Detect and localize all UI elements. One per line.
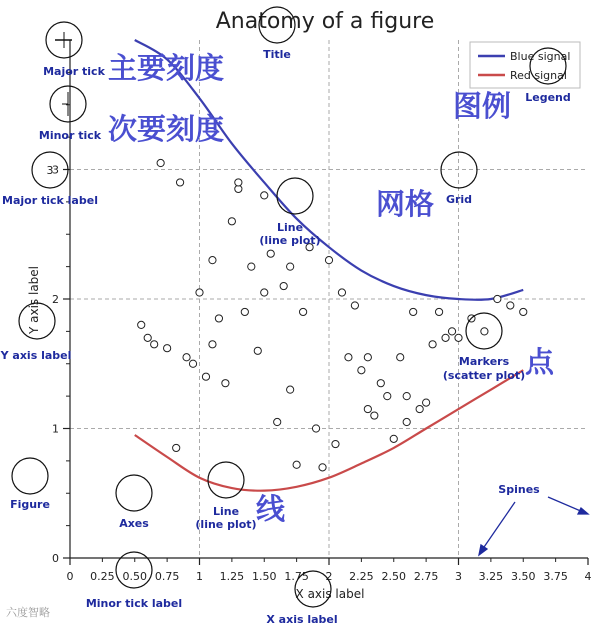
- scatter-point: [384, 393, 391, 400]
- scatter-point: [332, 440, 339, 447]
- scatter-point: [209, 257, 216, 264]
- x-minor-tick-label: 0.25: [90, 570, 115, 583]
- scatter-point: [189, 360, 196, 367]
- scatter-point: [397, 354, 404, 361]
- x-minor-tick-label: 3.25: [478, 570, 504, 583]
- scatter-point: [403, 418, 410, 425]
- major-tick-label-glyph: 3: [46, 164, 54, 177]
- legend-red-label: Red signal: [510, 69, 567, 82]
- scatter-point: [144, 334, 151, 341]
- grid-ann-text: Grid: [445, 193, 473, 206]
- minor-tick-label-ann-text: Minor tick label: [85, 597, 183, 610]
- line-top-circle: [277, 178, 313, 214]
- zh-grid: 网格: [376, 187, 435, 221]
- minor-tick-label-text: Minor tick: [38, 129, 102, 142]
- ticks: [52, 72, 592, 583]
- scatter-point: [442, 334, 449, 341]
- red-signal-line: [135, 370, 524, 490]
- x-axis-label: X axis label: [295, 587, 365, 601]
- legend: [470, 42, 580, 88]
- scatter-point: [481, 328, 488, 335]
- scatter-point: [371, 412, 378, 419]
- scatter-point: [455, 334, 462, 341]
- major-tick-label-text: Major tick label: [2, 194, 98, 207]
- x-minor-tick-label: 2.75: [413, 570, 439, 583]
- y-major-tick-label: 1: [52, 422, 59, 436]
- annotation-labels: [0, 48, 571, 626]
- axes-ann-text: Axes: [119, 517, 149, 530]
- spines-ann-text: Spines: [498, 483, 540, 496]
- watermark: 六度智略: [6, 606, 50, 619]
- markers-text-1: Markers: [458, 355, 510, 368]
- x-major-tick-label: 4: [584, 570, 592, 583]
- y-axis-label: Y axis label: [27, 265, 41, 335]
- scatter-point: [300, 308, 307, 315]
- x-major-tick-label: 2: [325, 570, 333, 583]
- axes-circle: [116, 475, 152, 511]
- x-major-tick-label: 0: [66, 570, 74, 583]
- scatter-point: [410, 308, 417, 315]
- x-minor-tick-label: 3.50: [511, 570, 536, 583]
- title-ann-text: Title: [263, 48, 291, 61]
- x-minor-tick-label: 0.75: [154, 570, 180, 583]
- scatter-point: [377, 380, 384, 387]
- scatter-point: [423, 399, 430, 406]
- scatter-point: [293, 461, 300, 468]
- scatter-series: [138, 159, 527, 471]
- scatter-point: [280, 282, 287, 289]
- scatter-point: [151, 341, 158, 348]
- y-axis-label-ann-text: Y axis label: [0, 349, 72, 362]
- scatter-point: [358, 367, 365, 374]
- x-minor-tick-label: 1.25: [219, 570, 245, 583]
- line-bottom-circle: [208, 462, 244, 498]
- scatter-point: [228, 218, 235, 225]
- x-minor-tick-label: 1.75: [284, 570, 309, 583]
- scatter-point: [248, 263, 255, 270]
- scatter-point: [274, 418, 281, 425]
- scatter-point: [403, 393, 410, 400]
- scatter-point: [364, 405, 371, 412]
- zh-major-tick: 主要刻度: [108, 51, 225, 85]
- zh-line: 线: [256, 492, 286, 526]
- scatter-point: [416, 405, 423, 412]
- scatter-point: [173, 444, 180, 451]
- scatter-point: [325, 257, 332, 264]
- x-axis-label-ann-text: X axis label: [266, 613, 338, 626]
- scatter-point: [435, 308, 442, 315]
- x-minor-tick-label: 1.50: [252, 570, 277, 583]
- legend-ann-text: Legend: [525, 91, 571, 104]
- scatter-point: [448, 328, 455, 335]
- scatter-point: [254, 347, 261, 354]
- markers-text-2: (scatter plot): [442, 369, 526, 382]
- figure-ann-text: Figure: [10, 498, 50, 511]
- scatter-point: [202, 373, 209, 380]
- scatter-point: [176, 179, 183, 186]
- major-tick-label-ann: Major tick: [43, 65, 105, 78]
- scatter-point: [215, 315, 222, 322]
- x-minor-tick-label: 0.50: [122, 570, 147, 583]
- scatter-point: [494, 295, 501, 302]
- spines-arrows: [479, 497, 588, 555]
- figure-circle: [12, 458, 48, 494]
- y-major-tick-label: 0: [52, 552, 59, 565]
- zh-point: 点: [525, 345, 555, 379]
- scatter-point: [390, 435, 397, 442]
- scatter-point: [364, 354, 371, 361]
- line-top-text-2: (line plot): [259, 234, 321, 247]
- scatter-point: [520, 308, 527, 315]
- scatter-point: [183, 354, 190, 361]
- scatter-point: [157, 159, 164, 166]
- scatter-point: [267, 250, 274, 257]
- x-minor-tick-label: 3.75: [543, 570, 568, 583]
- scatter-point: [261, 192, 268, 199]
- scatter-point: [338, 289, 345, 296]
- legend-blue-label: Blue signal: [510, 50, 571, 63]
- scatter-point: [196, 289, 203, 296]
- x-minor-tick-label: 2.50: [381, 570, 406, 583]
- scatter-point: [261, 289, 268, 296]
- scatter-point: [429, 341, 436, 348]
- y-major-tick-label: 2: [52, 293, 59, 306]
- x-major-tick-label: 3: [455, 570, 462, 583]
- scatter-point: [287, 386, 294, 393]
- scatter-point: [345, 354, 352, 361]
- scatter-point: [319, 464, 326, 471]
- line-top-text-1: Line: [276, 221, 304, 234]
- scatter-point: [209, 341, 216, 348]
- scatter-point: [312, 425, 319, 432]
- x-major-tick-label: 1: [196, 570, 203, 583]
- scatter-point: [287, 263, 294, 270]
- scatter-point: [164, 345, 171, 352]
- scatter-point: [235, 179, 242, 186]
- zh-minor-tick: 次要刻度: [108, 112, 225, 146]
- y-major-tick-label: 3: [52, 163, 59, 177]
- scatter-point: [222, 380, 229, 387]
- scatter-point: [351, 302, 358, 309]
- zh-legend: 图例: [453, 89, 512, 123]
- scatter-point: [138, 321, 145, 328]
- line-bottom-text-2: (line plot): [195, 518, 257, 531]
- line-bottom-text-1: Line: [212, 505, 240, 518]
- chart-title: Anatomy of a figure: [215, 9, 435, 34]
- scatter-point: [507, 302, 514, 309]
- scatter-point: [241, 308, 248, 315]
- x-minor-tick-label: 2.25: [349, 570, 374, 583]
- chinese-annotations: [108, 51, 555, 526]
